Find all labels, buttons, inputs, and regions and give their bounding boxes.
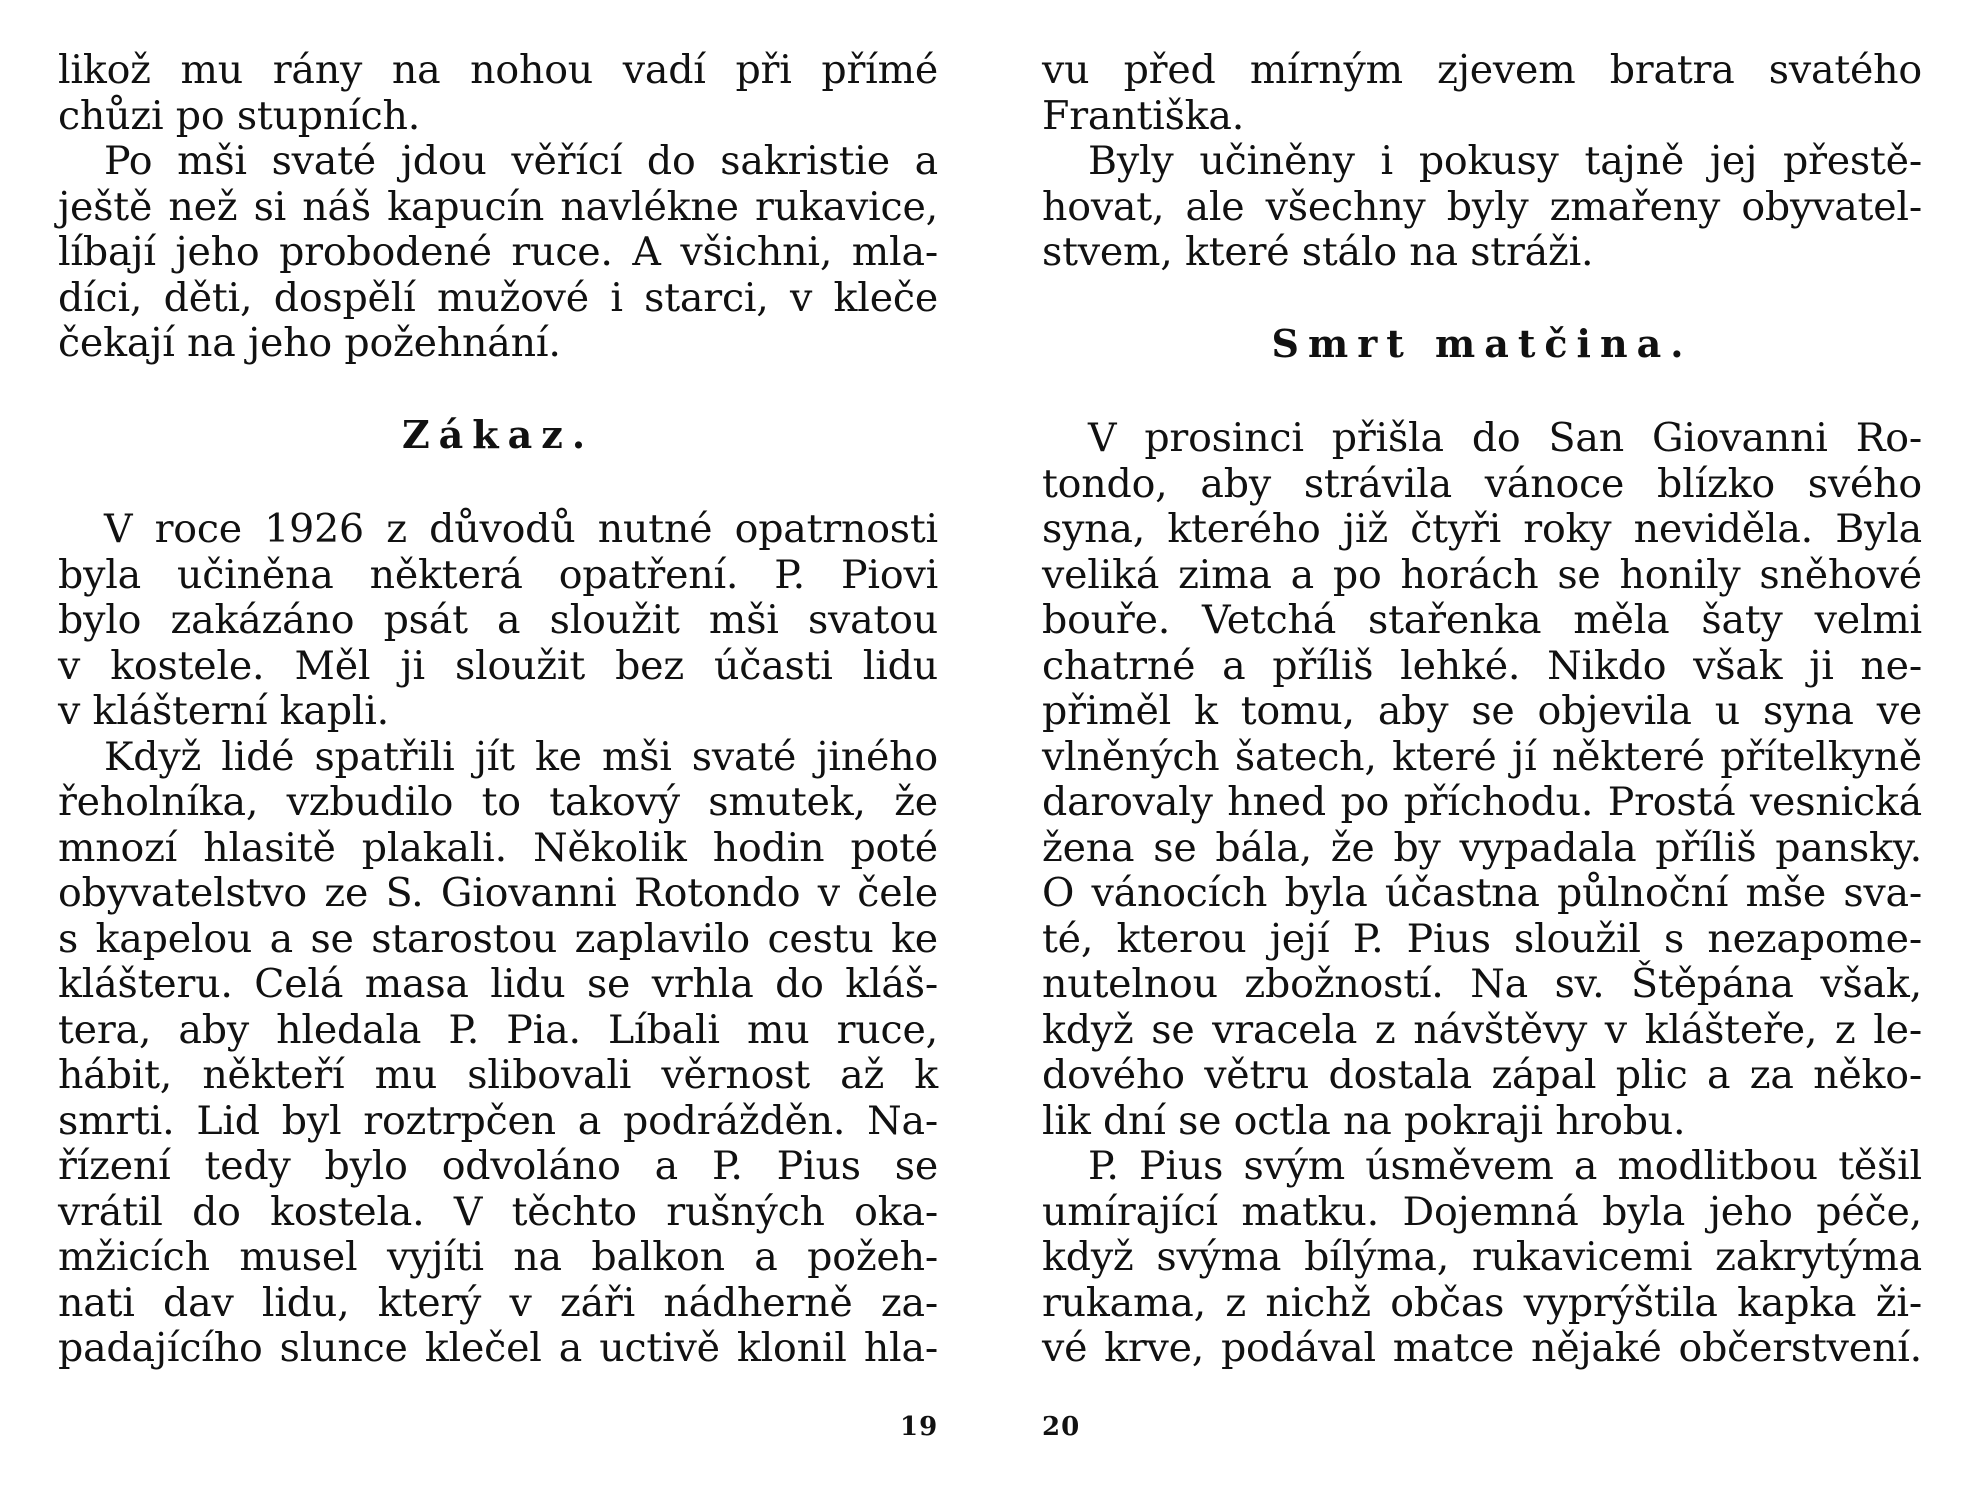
text-line: žena se bála, že by vypadala příliš pansky. [1042, 824, 1922, 871]
text-line: lik dní se octla na pokraji hrobu. [1042, 1097, 1686, 1144]
text-line: Po mši svaté jdou věřící do sakristie a [104, 138, 938, 184]
text-line: s kapelou a se starostou zaplavilo cestu ke [58, 915, 938, 962]
text-line: hovat, ale všechny byly zmařeny obyvatel- [1042, 183, 1922, 230]
text-line: nati dav lidu, který v záři nádherně za- [58, 1279, 938, 1326]
text-line: mnozí hlasitě plakali. Několik hodin poté [58, 824, 938, 871]
text-line: čekají na jeho požehnání. [58, 320, 561, 366]
text-line: Když lidé spatřili jít ke mši svaté jiného [104, 733, 938, 780]
text-line: bylo zakázáno psát a sloužit mši svatou [58, 597, 938, 643]
paragraph [58, 507, 938, 735]
paragraph [58, 735, 938, 1372]
paragraph [1042, 416, 1922, 1144]
text-line: darovaly hned po příchodu. Prostá vesnická [1042, 779, 1922, 825]
text-line: Františka. [1042, 92, 1245, 139]
section-heading: Zákaz. [401, 411, 595, 457]
paragraph [1042, 139, 1922, 276]
paragraph [58, 48, 938, 139]
text-line: chůzi po stupních. [58, 92, 421, 139]
text-line: chatrné a příliš lehké. Nikdo však ji ne- [1042, 642, 1922, 689]
text-line: obyvatelstvo ze S. Giovanni Rotondo v čele [58, 870, 938, 916]
text-line: stvem, které stálo na stráži. [1042, 229, 1594, 275]
text-line: O vánocích byla účastna půlnoční mše sva- [1042, 870, 1922, 916]
page-number: 20 [1042, 1412, 1081, 1442]
text-line: tera, aby hledala P. Pia. Líbali mu ruce, [58, 1006, 938, 1053]
text-line: ještě než si náš kapucín navlékne rukavice, [58, 183, 938, 230]
left-page [58, 48, 938, 1372]
text-line: vlněných šatech, které jí některé přítelkyně [1042, 733, 1922, 780]
text-line: hábit, někteří mu slibovali věrnost až k [58, 1052, 938, 1098]
text-line: řeholníka, vzbudilo to takový smutek, že [58, 779, 938, 825]
text-line: díci, děti, dospělí mužové i starci, v kleče [58, 274, 938, 321]
text-line: mžicích musel vyjíti na balkon a požeh- [58, 1234, 938, 1280]
text-line: V prosinci přišla do San Giovanni Ro- [1088, 415, 1922, 461]
right-page [1042, 48, 1922, 1372]
text-line: smrti. Lid byl roztrpčen a podrážděn. Na- [58, 1097, 938, 1144]
text-line: likož mu rány na nohou vadí při přímé [58, 47, 938, 93]
text-line: tondo, aby strávila vánoce blízko svého [1042, 460, 1922, 507]
text-line: řízení tedy bylo odvoláno a P. Pius se [58, 1143, 938, 1189]
text-line: veliká zima a po horách se honily sněhové [1042, 551, 1922, 598]
text-line: líbají jeho probodené ruce. A všichni, mla- [58, 229, 938, 275]
section-heading: Smrt matčina. [1271, 320, 1693, 366]
text-line: nutelnou zbožností. Na sv. Štěpána však, [1042, 961, 1922, 1007]
text-line: přiměl k tomu, aby se objevila u syna ve [1042, 688, 1922, 734]
paragraph [58, 139, 938, 367]
text-line: když svýma bílýma, rukavicemi zakrytýma [1042, 1234, 1922, 1280]
paragraph [1042, 48, 1922, 139]
text-line: dového větru dostala zápal plic a za něko- [1042, 1052, 1922, 1098]
text-line: v klášterní kapli. [58, 688, 390, 734]
text-line: V roce 1926 z důvodů nutné opatrnosti [104, 506, 938, 552]
text-line: Byly učiněny i pokusy tajně jej přestě- [1088, 138, 1922, 184]
paragraph [1042, 1144, 1922, 1372]
text-line: P. Pius svým úsměvem a modlitbou těšil [1088, 1143, 1922, 1189]
text-line: vu před mírným zjevem bratra svatého [1042, 47, 1922, 93]
page-number: 19 [900, 1412, 939, 1442]
text-line: vé krve, podával matce nějaké občerstvení. [1042, 1325, 1922, 1371]
text-line: když se vracela z návštěvy v klášteře, z le- [1042, 1006, 1922, 1053]
text-line: bouře. Vetchá stařenka měla šaty velmi [1042, 597, 1922, 643]
text-line: v kostele. Měl ji sloužit bez účasti lidu [58, 642, 938, 689]
text-line: byla učiněna některá opatření. P. Piovi [58, 551, 938, 598]
text-line: vrátil do kostela. V těchto rušných oka- [58, 1188, 938, 1235]
text-line: rukama, z nichž občas vyprýštila kapka ži- [1042, 1279, 1922, 1326]
text-line: syna, kterého již čtyři roky neviděla. Byla [1042, 506, 1922, 552]
text-line: klášteru. Celá masa lidu se vrhla do kláš- [58, 961, 938, 1007]
text-line: té, kterou její P. Pius sloužil s nezapome- [1042, 915, 1922, 962]
text-line: padajícího slunce klečel a uctivě klonil hla- [58, 1325, 938, 1371]
text-line: umírající matku. Dojemná byla jeho péče, [1042, 1188, 1922, 1235]
